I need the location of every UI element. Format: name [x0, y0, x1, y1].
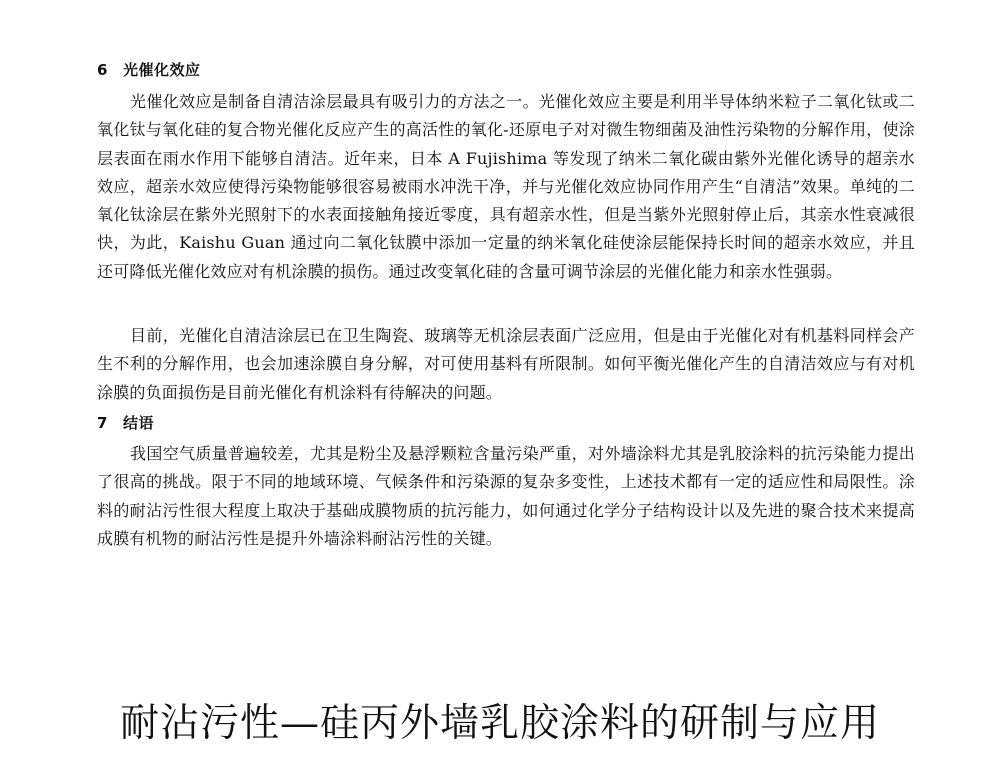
section-6-paragraph-1: 光催化效应是制备自清洁涂层最具有吸引力的方法之一。光催化效应主要是利用半导体纳米粒子二氧化钛或二氧化钛与氧化硅的复合物光催化反应产生的高活性的氧化-还原电子对对微生物细菌及油性污染物的分解作用，使涂层表面在雨水作用下能够自清洁。近年来，日本 A Fujishima 等发现了纳米二氧化碳由紫外光催化诱导的超亲水效应，超亲水效应使得污染物能够很容易被雨水冲洗干净，并与光催化效应协同作用产生“自清洁”效果。单纯的二氧化钛涂层在紫外光照射下的水表面接触角接近零度，具有超亲水性，但是当紫外光照射停止后，其亲水性衰减很快，为此，Kaishu Guan 通过向二氧化钛膜中添加一定量的纳米氧化硅使涂层能保持长时间的超亲水效应，并且还可降低光催化效应对有机涂膜的损伤。通过改变氧化硅的含量可调节涂层的光催化能力和亲水性强弱。 [97, 92, 915, 281]
next-article-title: 耐沾污性—硅丙外墙乳胶涂料的研制与应用 [119, 701, 880, 746]
section-7-title: 结语 [123, 414, 155, 432]
section-7-paragraph-1: 我国空气质量普遍较差，尤其是粉尘及悬浮颗粒含量污染严重，对外墙涂料尤其是乳胶涂料的抗污染能力提出了很高的挑战。限于不同的地域环境、气候条件和污染源的复杂多变性，上述技术都有一定的适应性和局限性。涂料的耐沾污性很大程度上取决于基础成膜物质的抗污能力，如何通过化学分子结构设计以及先进的聚合技术来提高成膜有机物的耐沾污性是提升外墙涂料耐沾污性的关键。 [97, 444, 915, 548]
section-6-paragraph-2: 目前，光催化自清洁涂层已在卫生陶瓷、玻璃等无机涂层表面广泛应用，但是由于光催化对有机基料同样会产生不利的分解作用，也会加速涂膜自身分解，对可使用基料有所限制。如何平衡光催化产生的自清洁效应与有对机涂膜的负面损伤是目前光催化有机涂料有待解决的问题。 [97, 326, 915, 402]
section-6-number: 6 [97, 61, 108, 79]
section-7-heading [97, 413, 154, 433]
section-7-number: 7 [97, 414, 108, 432]
section-6-title: 光催化效应 [123, 61, 201, 79]
section-6-heading [97, 60, 201, 80]
